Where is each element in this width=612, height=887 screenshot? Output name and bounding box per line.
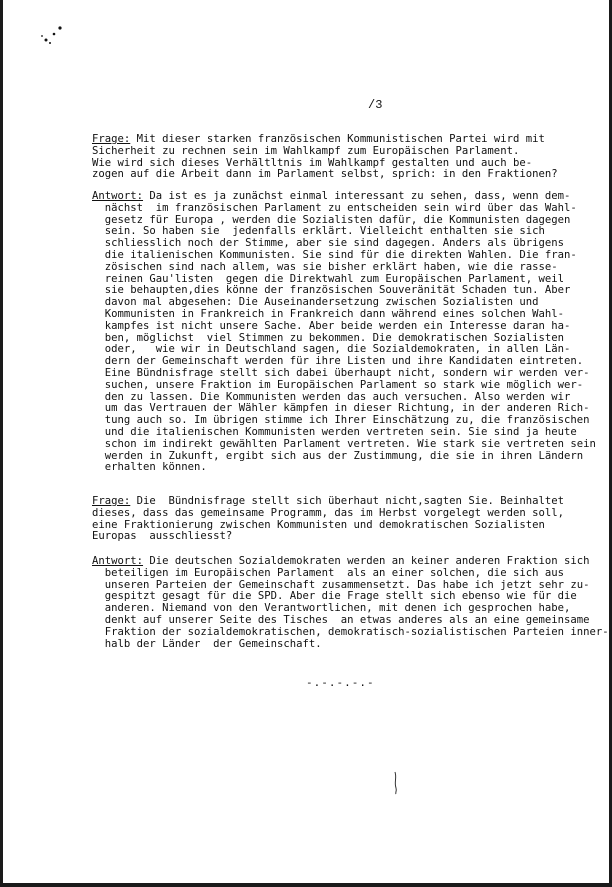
paragraph-line: reinen Gau'listen gegen die Direktwahl zum Europäischen Parlament, weil — [92, 272, 564, 285]
paragraph-line: davon mal abgesehen: Die Auseinandersetzung zwischen Sozialisten und — [92, 296, 539, 309]
scan-speck-marks — [38, 24, 68, 48]
paragraph-line: Europas ausschliesst? — [92, 530, 233, 543]
answer-label: Antwort: — [92, 555, 144, 567]
paragraph-line: um das Vertrauen der Wähler kämpfen in dieser Richtung, in der anderen Rich- — [92, 402, 590, 415]
question-paragraph-1 — [92, 134, 582, 181]
paragraph-line-1: Antwort: Die deutschen Sozialdemokraten werden an keiner anderen Fraktion sich — [92, 555, 590, 567]
paragraph-line: nächst im französischen Parlament zu entscheiden sein wird über das Wahl- — [92, 201, 577, 214]
question-label: Frage: — [92, 133, 131, 145]
paragraph-line: sein. So haben sie jedenfalls erklärt. Vielleicht enthalten sie sich — [92, 225, 545, 238]
paragraph-line: sie behaupten,dies könne der französischen Souveränität Schaden tun. Aber — [92, 284, 571, 297]
answer-paragraph-1 — [92, 190, 596, 474]
paragraph-line: Wie wird sich dieses Verhältltnis im Wahlkampf gestalten und auch be- — [92, 156, 533, 169]
page-number: /3 — [368, 98, 383, 112]
scan-pen-mark — [391, 770, 401, 796]
paragraph-line: Eine Bündnisfrage stellt sich dabei überhaupt nicht, sondern wir werden ver- — [92, 366, 590, 379]
paragraph-line: anderen. Niemand von den Verantwortlichen, mit denen ich gesprochen habe, — [92, 602, 571, 615]
paragraph-line-1: Antwort: Da ist es ja zunächst einmal interessant zu sehen, dass, wenn dem- — [92, 190, 571, 202]
paragraph-line: erhalten können. — [92, 461, 207, 474]
question-paragraph-2 — [92, 496, 582, 543]
paragraph-line-1: Frage: Mit dieser starken französischen Kommunistischen Partei wird mit — [92, 133, 545, 145]
paragraph-line: schliesslich noch der Stimme, aber sie sind dagegen. Anders als übrigens — [92, 237, 564, 250]
paragraph-line: oder, wie wir in Deutschland sagen, die Sozialdemokraten, in allen Län- — [92, 343, 571, 356]
paragraph-line: und die italienischen Kommunisten werden vertreten sein. Sie sind ja heute — [92, 425, 577, 438]
paragraph-line: dern der Gemeinschaft werden für ihre Listen und ihre Kandidaten eintreten. — [92, 355, 584, 368]
paragraph-line: Sicherheit zu rechnen sein im Wahlkampf zum Europäischen Parlament. — [92, 144, 520, 157]
paragraph-line: gespitzt gesagt für die SPD. Aber die Frage stellt sich ebenso wie für die — [92, 590, 577, 603]
paragraph-line: zogen auf die Arbeit dann im Parlament selbst, sprich: in den Fraktionen? — [92, 168, 558, 181]
paragraph-line: kampfes ist nicht unsere Sache. Aber beide werden ein Interesse daran ha- — [92, 319, 571, 332]
end-separator: -.-.-.-.- — [306, 676, 375, 689]
paragraph-line: werden in Zukunft, ergibt sich aus der Zustimmung, die sie in ihren Ländern — [92, 449, 584, 462]
paragraph-line-1: Frage: Die Bündnisfrage stellt sich überhaut nicht,sagten Sie. Beinhaltet — [92, 495, 564, 507]
answer-label: Antwort: — [92, 190, 144, 202]
paragraph-line: beteiligen im Europäischen Parlament als an einer solchen, die sich aus — [92, 566, 564, 579]
paragraph-line: gesetz für Europa , werden die Sozialisten dafür, die Kommunisten dagegen — [92, 213, 571, 226]
paragraph-line: halb der Länder der Gemeinschaft. — [92, 637, 322, 650]
paragraph-line: tung auch so. Im übrigen stimme ich Ihrer Einschätzung zu, die französischen — [92, 414, 590, 427]
paragraph-line: eine Fraktionierung zwischen Kommunisten und demokratischen Sozialisten — [92, 518, 545, 531]
paragraph-line: zösischen sind nach allem, was sie bisher erklärt haben, wie die rasse- — [92, 260, 558, 273]
paragraph-line: unseren Parteien der Gemeinschaft zusammensetzt. Das habe ich jetzt sehr zu- — [92, 578, 590, 591]
paragraph-line: schon im indirekt gewählten Parlament vertreten. Wie stark sie vertreten sein — [92, 437, 596, 450]
paragraph-line: dieses, dass das gemeinsame Programm, das im Herbst vorgelegt werden soll, — [92, 506, 564, 519]
paragraph-line: Fraktion der sozialdemokratischen, demokratisch-sozialistischen Parteien inner- — [92, 625, 609, 638]
paragraph-line: suchen, unsere Fraktion im Europäischen Parlament so stark wie möglich wer- — [92, 378, 584, 391]
answer-paragraph-2 — [92, 555, 609, 650]
paragraph-line: ben, möglichst viel Stimmen zu bekommen. Die demokratischen Sozialisten — [92, 331, 564, 344]
paragraph-line: den zu lassen. Die Kommunisten werden das auch versuchen. Also werden wir — [92, 390, 571, 403]
paragraph-line: Kommunisten in Frankreich in Frankreich dann während eines solchen Wahl- — [92, 307, 564, 320]
question-label: Frage: — [92, 495, 131, 507]
paragraph-line: die italienischen Kommunisten. Sie sind für die direkten Wahlen. Die fran- — [92, 248, 577, 261]
paragraph-line: denkt auf unserer Seite des Tisches an etwas anderes als an eine gemeinsame — [92, 613, 590, 626]
